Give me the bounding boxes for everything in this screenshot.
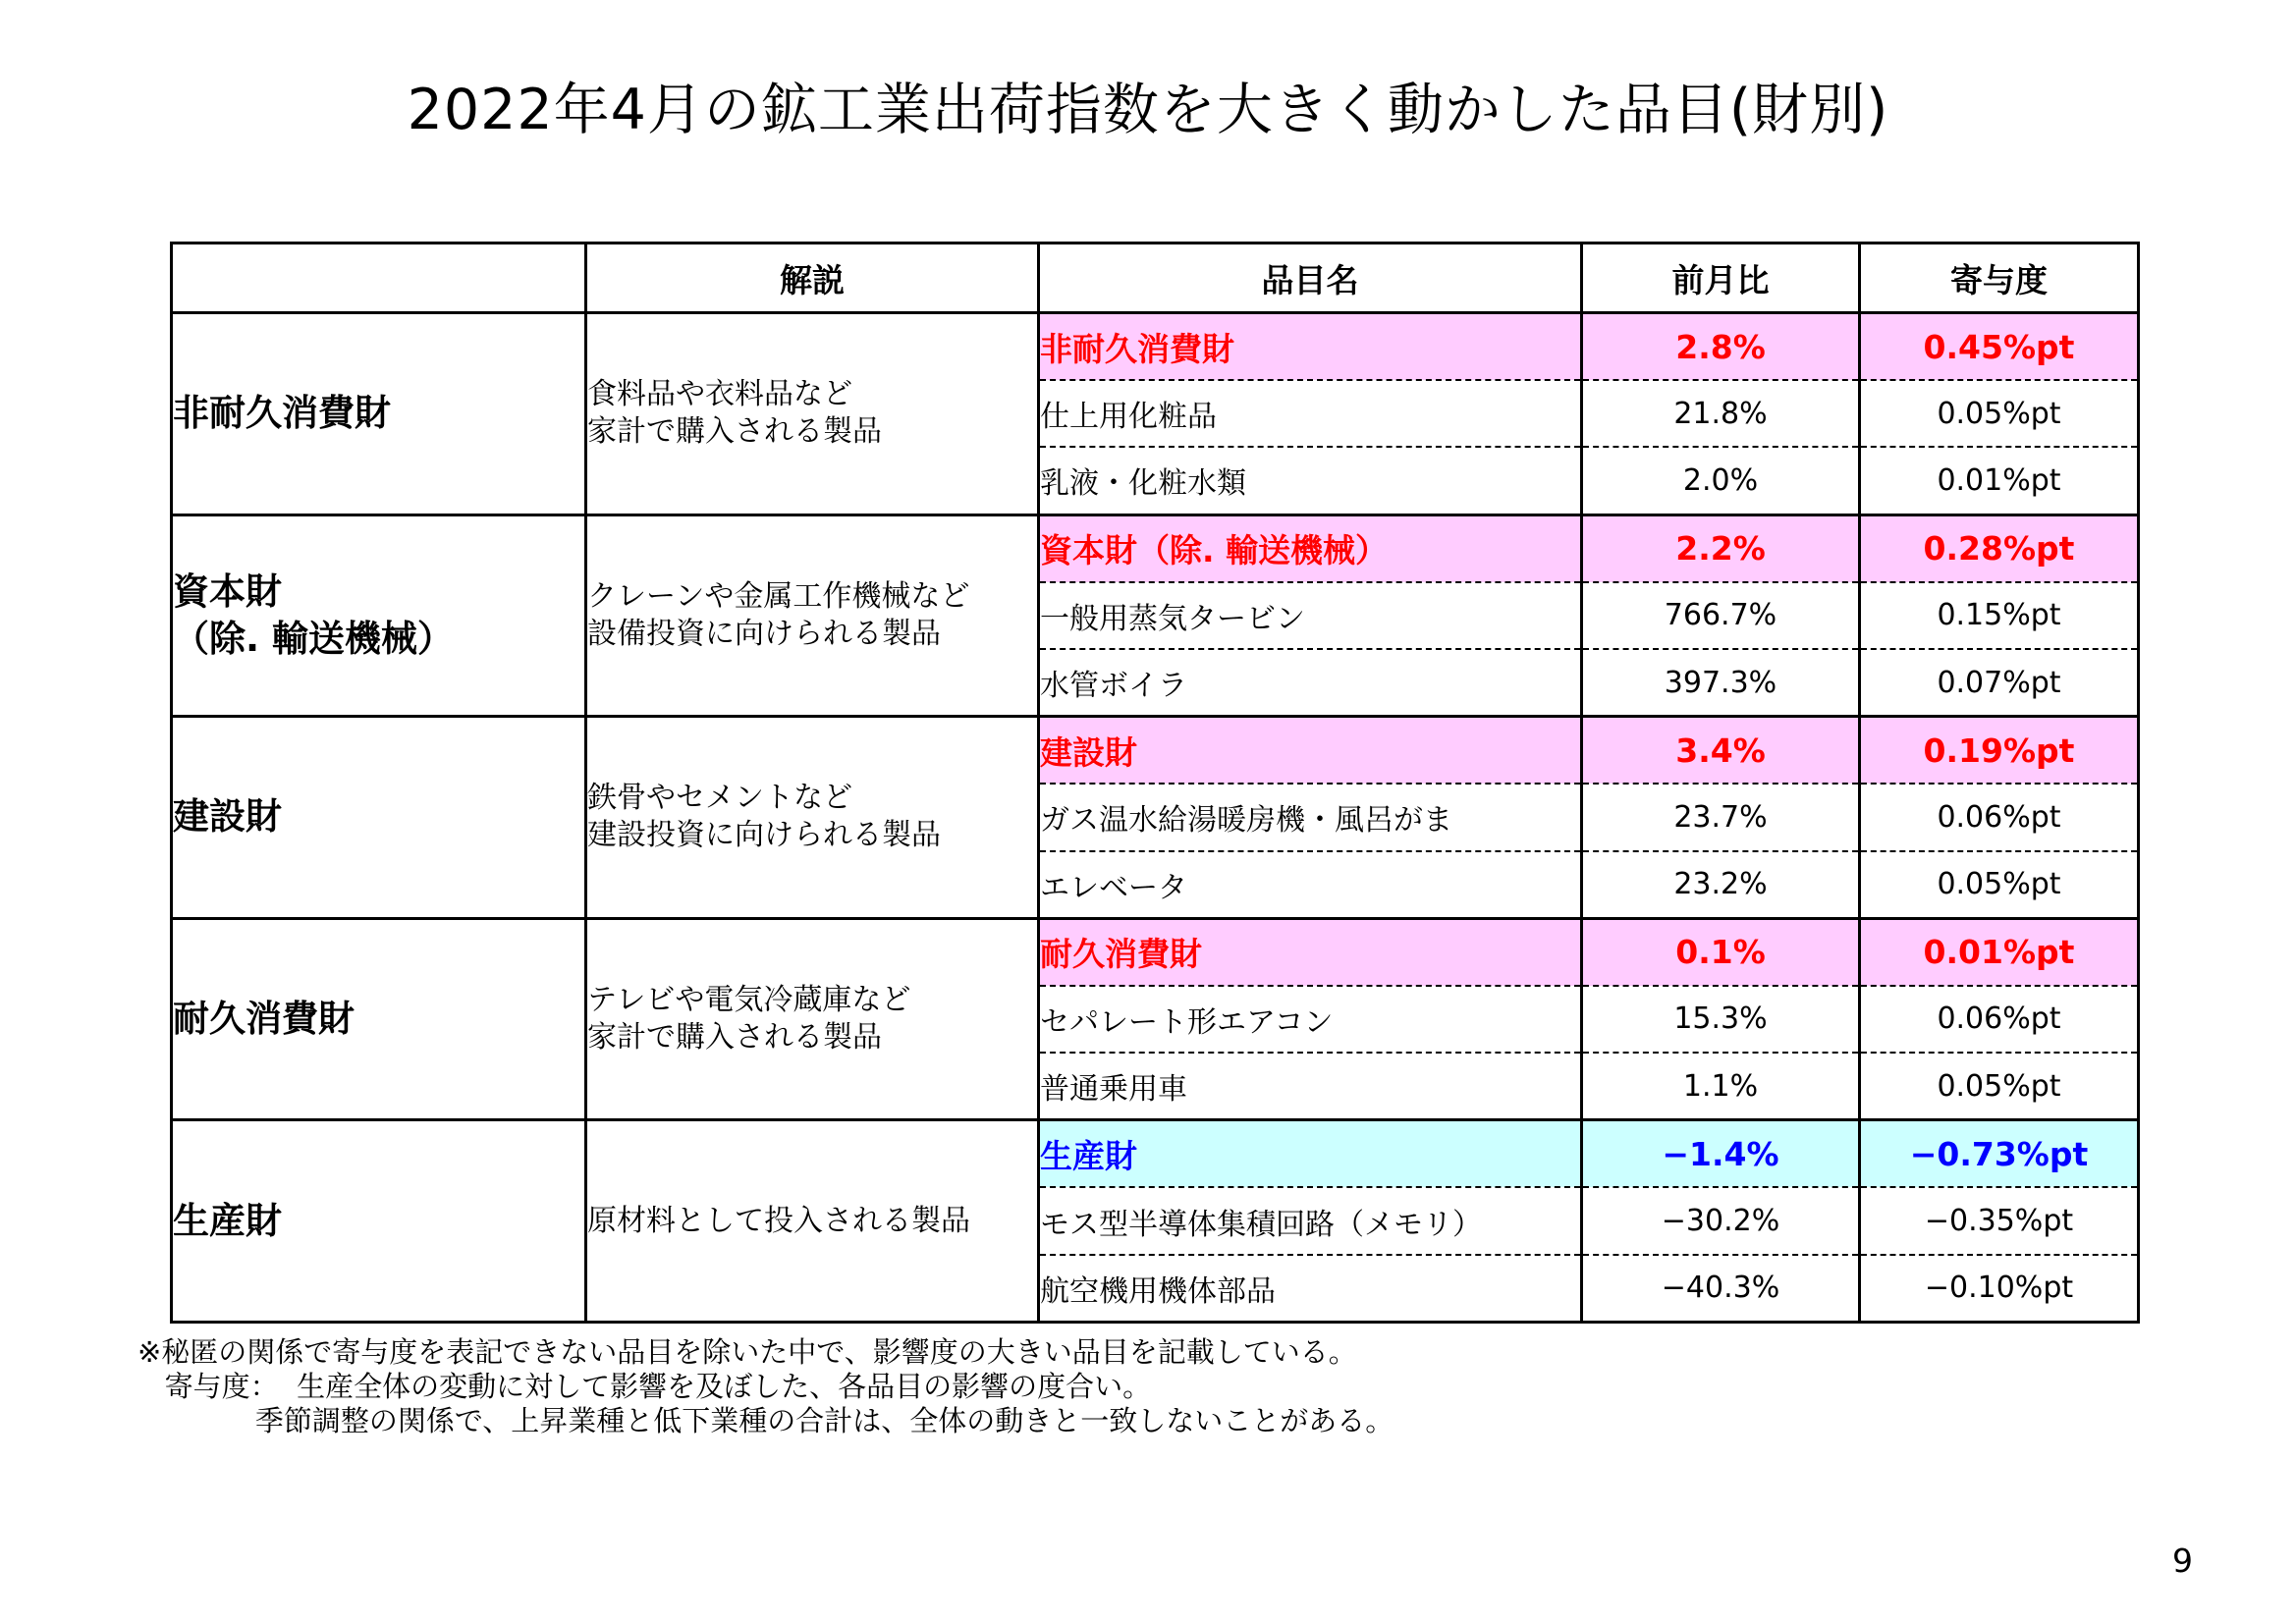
description-line: 家計で購入される製品 (587, 414, 882, 450)
description-line: 設備投資に向けられる製品 (587, 616, 941, 651)
summary-mom: 3.4% (1582, 717, 1860, 785)
summary-name: 建設財 (1039, 717, 1582, 785)
table-row-summary (172, 313, 2139, 381)
description-line: 建設投資に向けられる製品 (587, 818, 941, 853)
summary-contribution: 0.01%pt (1860, 918, 2139, 986)
page-number: 9 (2172, 1542, 2193, 1580)
item-mom: 15.3% (1582, 986, 1860, 1053)
item-name: 乳液・化粧水類 (1039, 447, 1582, 514)
category-label: 非耐久消費財 (173, 392, 391, 435)
item-name: 航空機用機体部品 (1039, 1255, 1582, 1323)
footnote-line: 季節調整の関係で、上昇業種と低下業種の合計は、全体の動きと一致しないことがある。 (137, 1404, 1394, 1437)
description-line: 鉄骨やセメントなど (587, 781, 852, 816)
item-name: 普通乗用車 (1039, 1053, 1582, 1120)
item-mom: 2.0% (1582, 447, 1860, 514)
description-line: 家計で購入される製品 (587, 1019, 882, 1055)
item-name: モス型半導体集積回路（メモリ） (1039, 1187, 1582, 1254)
category-label: 耐久消費財 (173, 997, 355, 1040)
description-cell (586, 313, 1039, 515)
table-row-summary (172, 1120, 2139, 1188)
description-cell (586, 918, 1039, 1120)
item-contribution: 0.06%pt (1860, 986, 2139, 1053)
item-contribution: −0.35%pt (1860, 1187, 2139, 1254)
item-contribution: 0.05%pt (1860, 1053, 2139, 1120)
table-header-row (172, 244, 2139, 313)
summary-mom: 2.2% (1582, 514, 1860, 582)
table-row-summary (172, 717, 2139, 785)
page-title: 2022年4月の鉱工業出荷指数を大きく動かした品目(財別) (407, 78, 1889, 142)
item-name: 仕上用化粧品 (1039, 380, 1582, 447)
table-row-summary (172, 918, 2139, 986)
description-line: クレーンや金属工作機械など (587, 578, 970, 614)
summary-mom: −1.4% (1582, 1120, 1860, 1188)
item-contribution: 0.06%pt (1860, 784, 2139, 850)
summary-contribution: 0.45%pt (1860, 313, 2139, 381)
summary-mom: 0.1% (1582, 918, 1860, 986)
category-label: 生産財 (173, 1199, 282, 1242)
item-mom: 397.3% (1582, 649, 1860, 717)
footnotes (137, 1335, 1394, 1438)
item-mom: 21.8% (1582, 380, 1860, 447)
category-cell (172, 1120, 586, 1323)
item-contribution: 0.05%pt (1860, 851, 2139, 919)
category-label: （除. 輸送機械） (173, 617, 454, 660)
category-cell (172, 514, 586, 717)
item-mom: 1.1% (1582, 1053, 1860, 1120)
summary-contribution: 0.19%pt (1860, 717, 2139, 785)
item-contribution: −0.10%pt (1860, 1255, 2139, 1323)
description-cell (586, 514, 1039, 717)
header-empty (172, 244, 586, 313)
item-mom: 766.7% (1582, 582, 1860, 649)
description-cell (586, 1120, 1039, 1323)
footnote-line: ※秘匿の関係で寄与度を表記できない品目を除いた中で、影響度の大きい品目を記載している。 (137, 1335, 1357, 1369)
header-mom: 前月比 (1582, 244, 1860, 313)
item-name: 一般用蒸気タービン (1039, 582, 1582, 649)
category-cell (172, 313, 586, 515)
summary-name: 耐久消費財 (1039, 918, 1582, 986)
item-mom: 23.7% (1582, 784, 1860, 850)
item-mom: −40.3% (1582, 1255, 1860, 1323)
item-mom: 23.2% (1582, 851, 1860, 919)
item-mom: −30.2% (1582, 1187, 1860, 1254)
table-row-summary (172, 514, 2139, 582)
summary-name: 生産財 (1039, 1120, 1582, 1188)
item-contribution: 0.01%pt (1860, 447, 2139, 514)
table-body (172, 313, 2139, 1323)
item-contribution: 0.15%pt (1860, 582, 2139, 649)
item-name: セパレート形エアコン (1039, 986, 1582, 1053)
item-contribution: 0.07%pt (1860, 649, 2139, 717)
summary-name: 資本財（除. 輸送機械） (1039, 514, 1582, 582)
summary-contribution: 0.28%pt (1860, 514, 2139, 582)
header-item-name: 品目名 (1039, 244, 1582, 313)
summary-contribution: −0.73%pt (1860, 1120, 2139, 1188)
summary-name: 非耐久消費財 (1039, 313, 1582, 381)
description-cell (586, 717, 1039, 919)
description-line: 原材料として投入される製品 (587, 1203, 970, 1238)
category-label: 資本財 (173, 569, 282, 613)
summary-mom: 2.8% (1582, 313, 1860, 381)
item-contribution: 0.05%pt (1860, 380, 2139, 447)
footnote-line: 寄与度： 生産全体の変動に対して影響を及ぼした、各品目の影響の度合い。 (137, 1370, 1152, 1403)
category-cell (172, 717, 586, 919)
description-line: テレビや電気冷蔵庫など (587, 982, 911, 1017)
item-name: ガス温水給湯暖房機・風呂がま (1039, 784, 1582, 850)
goods-table (170, 242, 2140, 1324)
category-cell (172, 918, 586, 1120)
item-name: 水管ボイラ (1039, 649, 1582, 717)
header-contribution: 寄与度 (1860, 244, 2139, 313)
description-line: 食料品や衣料品など (587, 377, 852, 412)
item-name: エレベータ (1039, 851, 1582, 919)
header-description: 解説 (586, 244, 1039, 313)
category-label: 建設財 (173, 795, 282, 839)
